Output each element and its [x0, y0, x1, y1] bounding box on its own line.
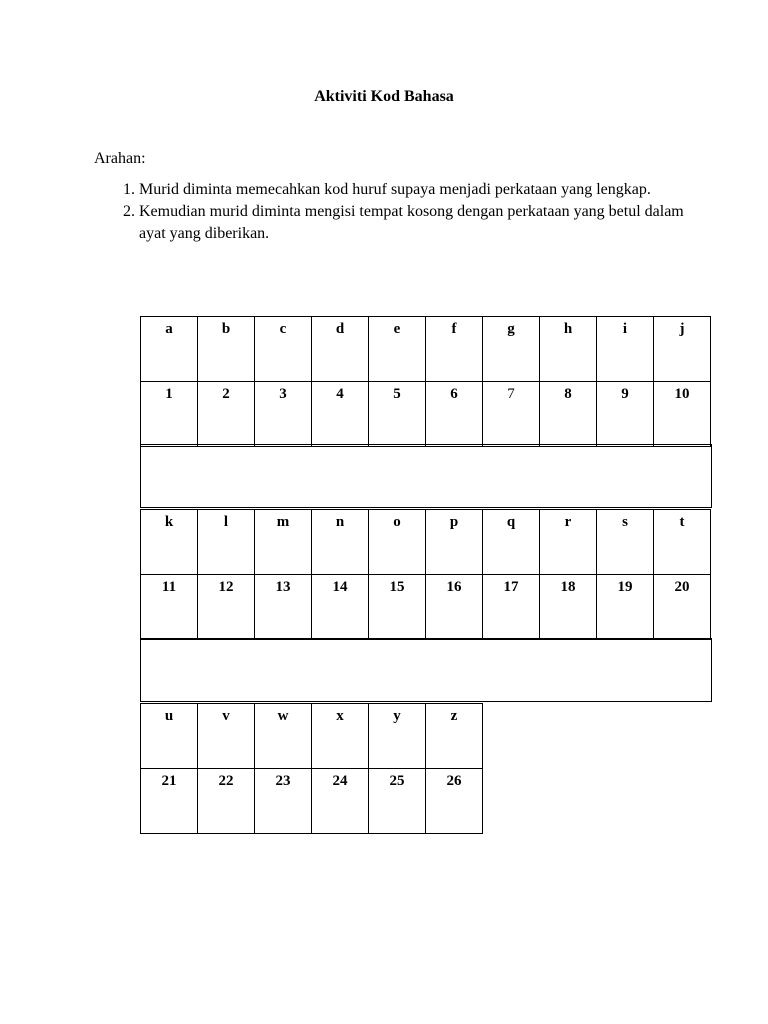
number-cell	[312, 575, 369, 640]
number-16: 16	[446, 579, 462, 595]
letter-cell	[141, 704, 198, 769]
letter-e: e	[393, 321, 401, 337]
letter-cell	[141, 510, 198, 575]
number-8: 8	[564, 386, 572, 402]
number-7: 7	[507, 386, 515, 402]
letter-cell	[198, 510, 255, 575]
letter-cell	[483, 317, 540, 382]
number-cell	[141, 382, 198, 447]
letter-i: i	[622, 321, 628, 337]
letter-cell	[369, 510, 426, 575]
number-row	[141, 575, 711, 640]
letter-cell	[426, 704, 483, 769]
letter-f: f	[451, 321, 457, 337]
code-table-block-1	[140, 316, 711, 447]
instruction-item: 1. Murid diminta memecahkan kod huruf supaya menjadi perkataan yang lengkap.	[139, 179, 699, 201]
letter-cell	[198, 317, 255, 382]
letter-cell	[597, 317, 654, 382]
number-5: 5	[393, 386, 401, 402]
number-row	[141, 382, 711, 447]
number-22: 22	[218, 773, 234, 789]
document-title: Aktiviti Kod Bahasa	[314, 88, 454, 105]
letter-cell	[369, 704, 426, 769]
number-cell	[198, 382, 255, 447]
letter-row	[141, 704, 483, 769]
number-2: 2	[222, 386, 230, 402]
letter-cell	[312, 510, 369, 575]
letter-cell	[540, 510, 597, 575]
letter-m: m	[276, 514, 290, 530]
number-cell	[369, 382, 426, 447]
number-6: 6	[450, 386, 458, 402]
letter-t: t	[679, 514, 685, 530]
letter-g: g	[507, 321, 515, 337]
number-cell	[255, 769, 312, 834]
letter-cell	[426, 510, 483, 575]
number-cell	[654, 382, 711, 447]
letter-v: v	[222, 708, 230, 724]
number-3: 3	[279, 386, 287, 402]
number-cell	[426, 575, 483, 640]
number-cell	[255, 575, 312, 640]
letter-cell	[540, 317, 597, 382]
number-9: 9	[621, 386, 629, 402]
number-cell	[540, 575, 597, 640]
blank-row-1	[140, 444, 712, 508]
letter-cell	[198, 704, 255, 769]
number-26: 26	[446, 773, 462, 789]
letter-p: p	[449, 514, 459, 530]
letter-y: y	[393, 708, 401, 724]
number-13: 13	[275, 579, 291, 595]
blank-row-2	[140, 638, 712, 702]
number-cell	[483, 382, 540, 447]
letter-z: z	[450, 708, 458, 724]
number-cell	[255, 382, 312, 447]
number-cell	[141, 575, 198, 640]
letter-cell	[141, 317, 198, 382]
number-20: 20	[674, 579, 690, 595]
letter-cell	[255, 704, 312, 769]
letter-q: q	[506, 514, 516, 530]
letter-h: h	[563, 321, 573, 337]
letter-x: x	[336, 708, 344, 724]
number-cell	[369, 769, 426, 834]
number-10: 10	[674, 386, 690, 402]
letter-row	[141, 510, 711, 575]
number-cell	[483, 575, 540, 640]
letter-row	[141, 317, 711, 382]
letter-d: d	[335, 321, 345, 337]
number-4: 4	[336, 386, 344, 402]
letter-cell	[426, 317, 483, 382]
number-cell	[426, 382, 483, 447]
instruction-list	[113, 179, 699, 245]
number-cell	[198, 575, 255, 640]
letter-cell	[654, 317, 711, 382]
number-cell	[141, 769, 198, 834]
number-row	[141, 769, 483, 834]
code-table-block-3	[140, 703, 483, 834]
letter-j: j	[679, 321, 685, 337]
arahan-label: Arahan:	[94, 150, 146, 167]
number-12: 12	[218, 579, 234, 595]
number-24: 24	[332, 773, 348, 789]
letter-cell	[597, 510, 654, 575]
number-cell	[369, 575, 426, 640]
number-cell	[597, 575, 654, 640]
letter-w: w	[277, 708, 289, 724]
number-cell	[312, 769, 369, 834]
number-1: 1	[165, 386, 173, 402]
letter-cell	[369, 317, 426, 382]
number-cell	[198, 769, 255, 834]
number-25: 25	[389, 773, 405, 789]
letter-r: r	[564, 514, 572, 530]
instruction-item: 2. Kemudian murid diminta mengisi tempat kosong dengan perkataan yang betul dalam ayat yang diberikan.	[139, 201, 699, 245]
number-cell	[426, 769, 483, 834]
letter-s: s	[622, 514, 628, 530]
letter-l: l	[223, 514, 229, 530]
letter-a: a	[165, 321, 173, 337]
number-cell	[312, 382, 369, 447]
number-17: 17	[503, 579, 519, 595]
letter-n: n	[335, 514, 345, 530]
number-21: 21	[161, 773, 177, 789]
letter-cell	[312, 317, 369, 382]
number-cell	[654, 575, 711, 640]
letter-u: u	[164, 708, 174, 724]
number-15: 15	[389, 579, 405, 595]
number-cell	[597, 382, 654, 447]
number-23: 23	[275, 773, 291, 789]
code-table-block-2	[140, 509, 711, 640]
letter-c: c	[279, 321, 287, 337]
letter-b: b	[221, 321, 231, 337]
number-14: 14	[332, 579, 348, 595]
letter-o: o	[393, 514, 401, 530]
number-18: 18	[560, 579, 576, 595]
letter-cell	[654, 510, 711, 575]
number-11: 11	[161, 579, 177, 595]
letter-cell	[312, 704, 369, 769]
number-19: 19	[617, 579, 633, 595]
letter-cell	[255, 510, 312, 575]
letter-cell	[483, 510, 540, 575]
letter-k: k	[164, 514, 174, 530]
letter-cell	[255, 317, 312, 382]
number-cell	[540, 382, 597, 447]
